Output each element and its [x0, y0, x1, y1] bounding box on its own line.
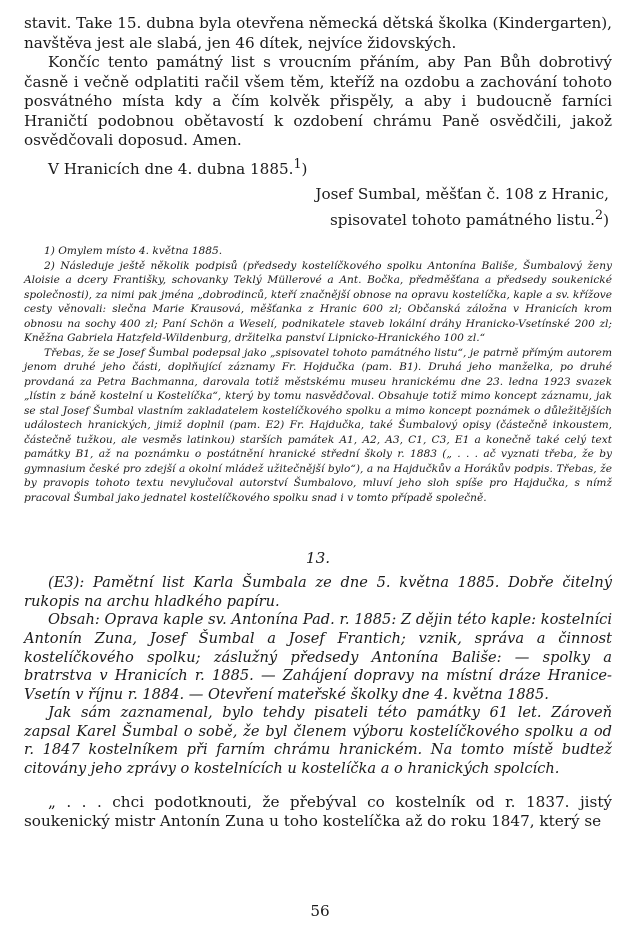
body-paragraph-2: Končíc tento památný list s vroucním přáním, aby Pan Bůh dobrotivý časně i večně odplatiti račil všem těm, kteříž na ozdobu a zachování tohoto posvátného místa kdy a čím kolvěk přispěly, a aby i budoucně farníci Hraničtí podobnou obětavostí k ozdobení chrámu Paně osvědčili, jakož osvědčovali doposud. Amen. [24, 53, 612, 149]
footnotes [24, 244, 612, 505]
section-content-label: Obsah: [48, 611, 100, 629]
footnote-1 [24, 244, 612, 259]
footnote-1-text: Omylem místo 4. května 1885. [58, 245, 223, 258]
footnote-ref-1: 1 [293, 155, 302, 171]
footnote-1-mark: 1) [44, 245, 55, 258]
section-body [24, 574, 612, 779]
signature-line-1: Josef Sumbal, měšťan č. 108 z Hranic, [315, 185, 609, 204]
footnote-commentary: Třebas, že se Josef Šumbal podepsal jako „spisovatel tohoto památného listu“, je patrně přímým autorem jenom druhé jeho části, doplňující záznamy Fr. Hojdučka (pam. B1). Druhá jeho manželka, po druhé provdaná za Petra Bachmanna, darovala totiž městskému museu hranickému dne 23. ledna 1923 svazek „lístin z báně kostelní u Kostelíčka“, který by tomu nasvědčoval. Obsahuje totiž mimo koncept záznamu, jak se stal Josef Šumbal vlastním zakladatelem kostelíčkového spolku a mimo koncept poznámek o důležitějších událostech hranických, jimiž doplnil (pam. E2) Fr. Hajdučka, také Šumbalový opisy (částečně inkoustem, částečně tužkou, ale vesměs latinkou) starších památek A1, A2, A3, C1, C3, E1 a konečně také celý text památky B1, až na poznámku o postátnění hranické střední školy r. 1883 („ . . . ač vyznati třeba, že by gymnasium české pro zdejší a okolní mládež užitečnější bylo“), a na Hajdučkův a Horákův podpis. Třebas, že by pravopis tohoto textu nevylučoval autorství Šumbalovo, mluví jeho sloh spíše pro Hajdučka, s nímž pracoval Šumbal jako jednatel kostelíčkového spolku snad i v tomto případě společně. [24, 346, 612, 504]
section-heading-label: (E3): [48, 574, 85, 592]
section-content [24, 611, 612, 704]
section-number: 13. [305, 549, 331, 568]
footnote-ref-2: 2 [595, 206, 604, 222]
body-paragraph-1: stavit. Take 15. dubna byla otevřena německá dětská školka (Kindergarten), navštěva jest ale slabá, jen 46 dítek, nejvíce židovských. [24, 14, 612, 52]
signature-line-2-text: spisovatel tohoto památného listu. [329, 210, 595, 229]
document-page [24, 14, 612, 832]
footnote-2-text: Následuje ještě několik podpisů (předsedy kostelíčkového spolku Antonína Bališe, Šumbalový ženy Aloisie a dcery Františky, schovanky Teklý Müllerové a Ant. Bočka, předměšťana a předsedy soukenické společnosti), za nimi pak jména „dobrodinců, kteří značnější obnose na opravu kostelíčka, kaple a sv. křížove cesty věnovali: slečna Marie Krausová, měšťanka z Hranic 600 zl; Občanská záložna v Hranicích krom obnosu na sochy 400 zl; Paní Schön a Weselí, podnikatele staveb lokální dráhy Hranicko-Vsetínské 200 zl; Kněžna Gabriela Hatzfeld-Wildenburg, držitelka panství Lipnicko-Hranického 100 zl.“ [24, 259, 612, 345]
date-text: V Hranicích dne 4. dubna 1885. [48, 159, 294, 178]
section-content-text: Oprava kaple sv. Antonína Pad. r. 1885: Z dějin této kaple: kostelníci Antonín Zuna, Josef Šumbal a Josef Frantich; vznik, správa a činnost kostelíčkového spolku; záslužný předsedy Antonína Bališe: — spolky a bratrstva v Hranicích r. 1885. — Zahájení dopravy na místní dráze Hranice-Vsetín v říjnu r. 1884. — Otevření mateřské školky dne 4. května 1885. [24, 611, 612, 703]
footnote-2 [24, 259, 612, 346]
section-paragraph-3: Jak sám zaznamenal, bylo tehdy pisateli této památky 61 let. Zároveň zapsal Karel Šumbal o sobě, že byl členem výboru kostelíčkového spolku a od r. 1847 kostelníkem při farním chrámu hranickém. Na tomto místě budtež citovány jeho zprávy o kostelnících u kostelíčka a o hranických spolcích. [24, 704, 612, 778]
section-heading-text: Pamětní list Karla Šumbala ze dne 5. května 1885. Dobře čitelný rukopis na archu hladkého papíru. [24, 574, 612, 610]
section-heading [24, 574, 612, 611]
signature-block [224, 185, 609, 230]
page-number: 56 [310, 902, 330, 920]
quote-paragraph: „ . . . chci podotknouti, že přebýval co kostelník od r. 1837. jistý soukenický mistr Antonín Zuna u toho kostelíčka až do roku 1847, který se [24, 792, 612, 831]
signature-line-2: spisovatel tohoto památného listu.$^2$) [329, 206, 609, 229]
date-line: V Hranicích dne 4. dubna 1885.$^1$) [48, 155, 308, 178]
footnote-2-mark: 2) [44, 259, 55, 272]
